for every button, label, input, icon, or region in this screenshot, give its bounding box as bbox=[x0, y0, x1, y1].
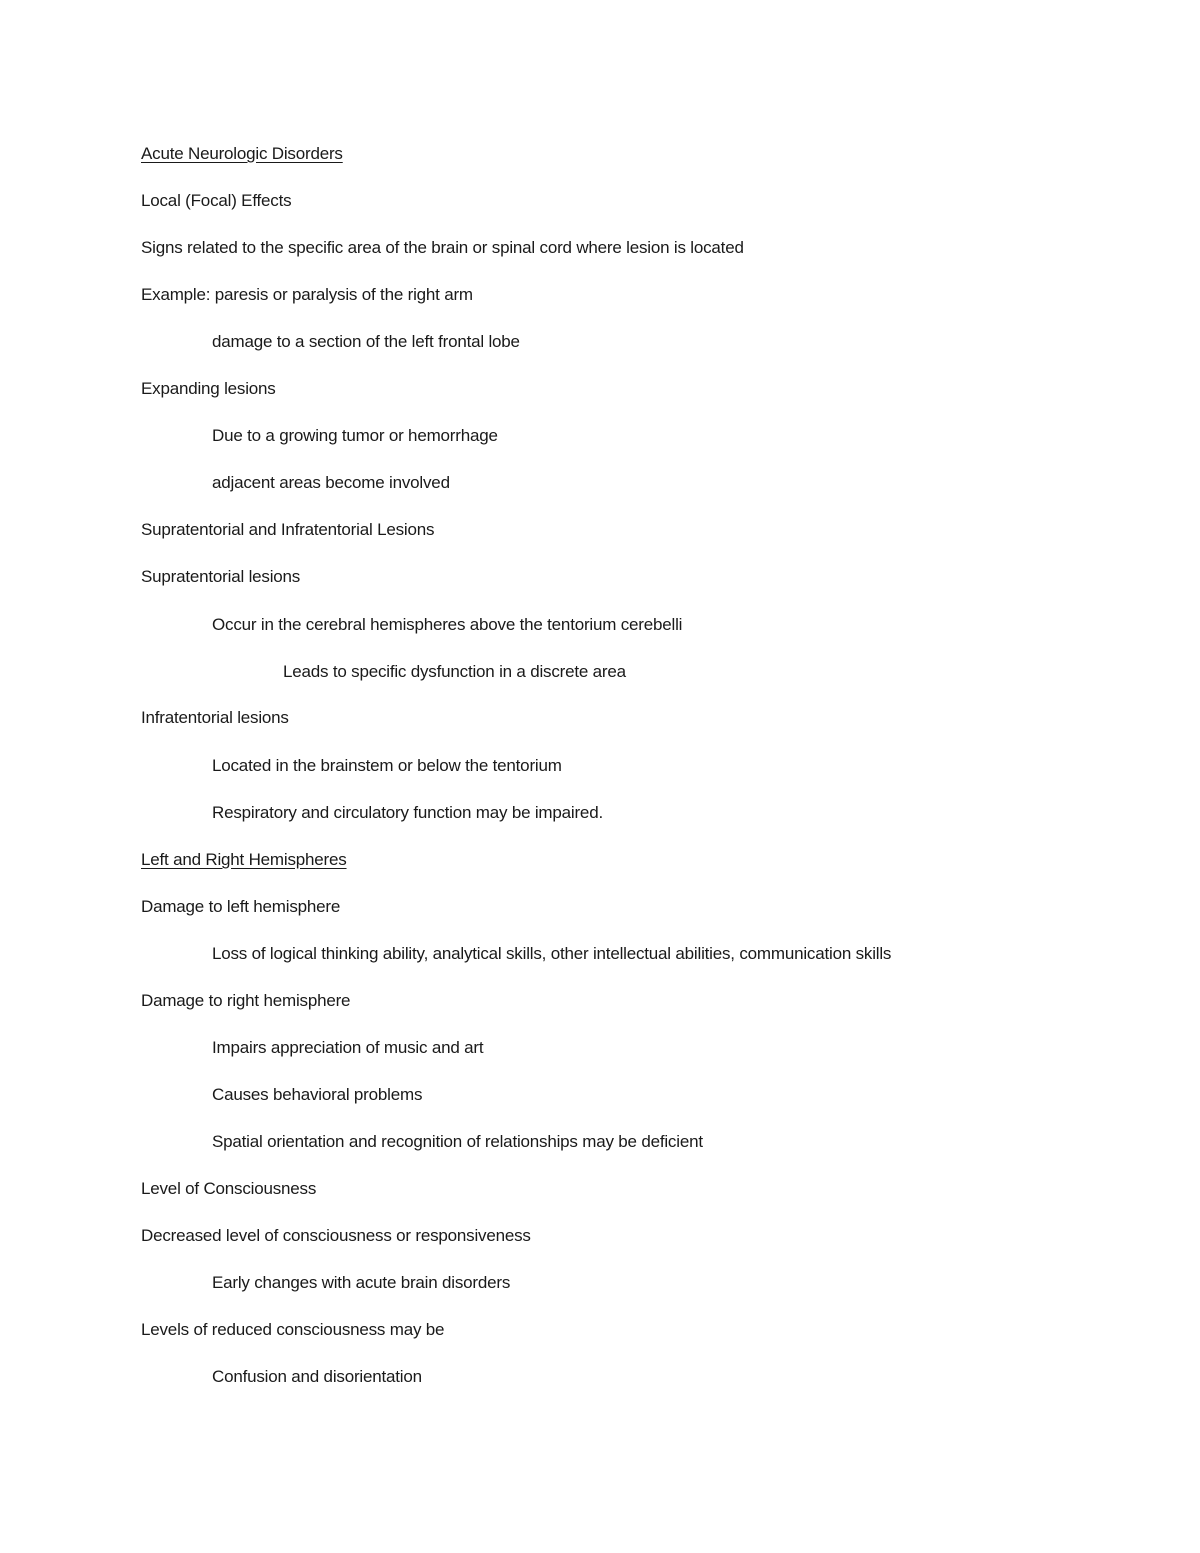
section-heading: Level of Consciousness bbox=[141, 1179, 317, 1198]
double-indented-line: Leads to specific dysfunction in a discrete area bbox=[283, 662, 626, 681]
indented-line: Loss of logical thinking ability, analytical skills, other intellectual abilities, communication skills bbox=[212, 944, 892, 963]
indented-line: Respiratory and circulatory function may be impaired. bbox=[212, 803, 603, 822]
section-heading: Local (Focal) Effects bbox=[141, 191, 292, 210]
body-line: Decreased level of consciousness or responsiveness bbox=[141, 1226, 531, 1245]
indented-line: Impairs appreciation of music and art bbox=[212, 1038, 484, 1057]
section-title: Left and Right Hemispheres bbox=[141, 850, 347, 869]
body-line: Signs related to the specific area of the brain or spinal cord where lesion is located bbox=[141, 238, 744, 257]
indented-line: Located in the brainstem or below the tentorium bbox=[212, 756, 562, 775]
indented-line: Due to a growing tumor or hemorrhage bbox=[212, 426, 498, 445]
indented-line: Occur in the cerebral hemispheres above the tentorium cerebelli bbox=[212, 615, 683, 634]
section-heading: Supratentorial and Infratentorial Lesions bbox=[141, 520, 435, 539]
body-line: Levels of reduced consciousness may be bbox=[141, 1320, 445, 1339]
section-heading: Supratentorial lesions bbox=[141, 567, 301, 586]
body-line: Example: paresis or paralysis of the right arm bbox=[141, 285, 473, 304]
indented-line: Confusion and disorientation bbox=[212, 1367, 422, 1386]
section-heading: Damage to left hemisphere bbox=[141, 897, 341, 916]
section-heading: Expanding lesions bbox=[141, 379, 276, 398]
section-heading: Infratentorial lesions bbox=[141, 708, 289, 727]
indented-line: Early changes with acute brain disorders bbox=[212, 1273, 511, 1292]
indented-line: Spatial orientation and recognition of relationships may be deficient bbox=[212, 1132, 703, 1151]
indented-line: Causes behavioral problems bbox=[212, 1085, 423, 1104]
indented-line: damage to a section of the left frontal lobe bbox=[212, 332, 520, 351]
section-heading: Damage to right hemisphere bbox=[141, 991, 351, 1010]
indented-line: adjacent areas become involved bbox=[212, 473, 450, 492]
document-title: Acute Neurologic Disorders bbox=[141, 144, 343, 163]
